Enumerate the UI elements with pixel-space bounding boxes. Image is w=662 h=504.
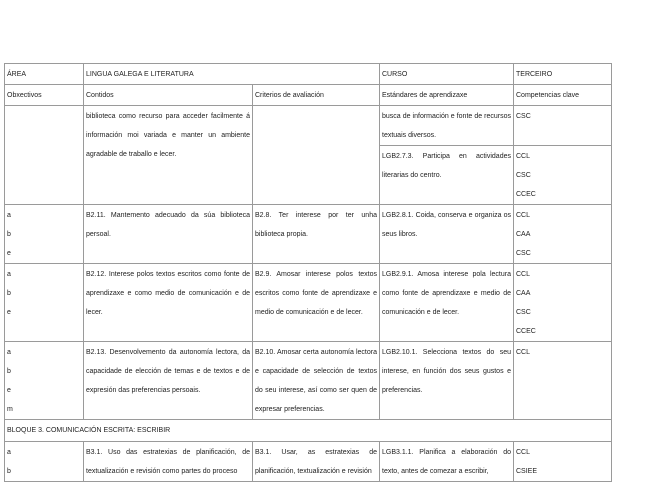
contidos-cell: biblioteca como recurso para acceder facilmente á información moi variada e manter un ambiente agradable de traballo e lecer. [84, 106, 253, 205]
obxectivo-item: e [7, 309, 11, 316]
area-label: ÁREA [5, 64, 84, 85]
curso-label: CURSO [380, 64, 514, 85]
contidos-cell: B2.11. Mantemento adecuado da súa biblioteca persoal. [84, 205, 253, 264]
competencia-item: CSC [516, 113, 531, 120]
obxectivo-item: b [7, 231, 11, 238]
estandares-cell: busca de información e fonte de recursos textuais diversos. [380, 106, 514, 146]
table-row [5, 342, 612, 420]
competencia-item: CCL [516, 349, 531, 356]
estandares-cell: LGB2.10.1. Selecciona textos do seu interese, en función dos seus gustos e preferencias. [380, 342, 514, 420]
competencia-item: CSC [516, 172, 531, 179]
obxectivo-item: a [7, 212, 11, 219]
competencias-cell [514, 146, 612, 205]
contidos-cell: B2.13. Desenvolvemento da autonomía lectora, da capacidade de elección de temas e de textos e de expresión das preferencias persoais. [84, 342, 253, 420]
column-header-criterios: Criterios de avaliación [253, 85, 380, 106]
estandares-cell: LGB2.9.1. Amosa interese pola lectura como fonte de aprendizaxe e medio de comunicación e de lecer. [380, 264, 514, 342]
column-header-competencias: Competencias clave [514, 85, 612, 106]
curriculum-sheet [4, 63, 611, 482]
contidos-cell: B3.1. Uso das estratexias de planificación, de textualización e revisión como partes do proceso [84, 442, 253, 482]
competencias-cell [514, 342, 612, 420]
obxectivo-item: a [7, 349, 11, 356]
column-header-contidos: Contidos [84, 85, 253, 106]
obxectivo-item: e [7, 250, 11, 257]
competencia-item: CAA [516, 231, 531, 238]
estandares-cell: LGB2.8.1. Coida, conserva e organiza os seus libros. [380, 205, 514, 264]
estandares-cell: LGB3.1.1. Planifica a elaboración do texto, antes de comezar a escribir, [380, 442, 514, 482]
header-row [5, 64, 612, 85]
bloque-row [5, 420, 612, 442]
criterios-cell: B2.10. Amosar certa autonomía lectora e capacidade de selección de textos do seu interese, así como ser quen de expresar preferencias. [253, 342, 380, 420]
obxectivo-item: b [7, 368, 11, 375]
table-row [5, 442, 612, 482]
obxectivos-cell [5, 205, 84, 264]
estandares-cell: LGB2.7.3. Participa en actividades literarias do centro. [380, 146, 514, 205]
obxectivos-cell [5, 106, 84, 205]
obxectivo-item: b [7, 290, 11, 297]
curso-value: TERCEIRO [514, 64, 612, 85]
criterios-cell: B3.1. Usar, as estratexias de planificación, textualización e revisión [253, 442, 380, 482]
table-row [5, 264, 612, 342]
competencia-item: CCL [516, 271, 531, 278]
obxectivo-item: a [7, 271, 11, 278]
competencia-item: CCL [516, 153, 531, 160]
competencia-item: CSC [516, 250, 531, 257]
table-row [5, 205, 612, 264]
competencia-item: CAA [516, 290, 531, 297]
area-value: LINGUA GALEGA E LITERATURA [84, 64, 380, 85]
competencia-item: CSC [516, 309, 531, 316]
competencia-item: CCL [516, 212, 531, 219]
competencia-item: CCEC [516, 191, 536, 198]
column-header-estandares: Estándares de aprendizaxe [380, 85, 514, 106]
competencia-item: CCEC [516, 328, 536, 335]
obxectivo-item: e [7, 387, 11, 394]
competencias-cell [514, 106, 612, 146]
obxectivos-cell [5, 442, 84, 482]
obxectivos-cell [5, 342, 84, 420]
column-header-row [5, 85, 612, 106]
criterios-cell: B2.8. Ter interese por ter unha biblioteca propia. [253, 205, 380, 264]
competencias-cell [514, 264, 612, 342]
obxectivo-item: a [7, 449, 11, 456]
contidos-cell: B2.12. Interese polos textos escritos como fonte de aprendizaxe e como medio de comunicación e de lecer. [84, 264, 253, 342]
obxectivo-item: b [7, 468, 11, 475]
table-row [5, 106, 612, 146]
obxectivos-cell [5, 264, 84, 342]
criterios-cell: B2.9. Amosar interese polos textos escritos como fonte de aprendizaxe e medio de comunicación e de lecer. [253, 264, 380, 342]
column-header-obxectivos: Obxectivos [5, 85, 84, 106]
competencias-cell [514, 205, 612, 264]
competencia-item: CCL [516, 449, 531, 456]
competencia-item: CSIEE [516, 468, 538, 475]
bloque-title: BLOQUE 3. COMUNICACIÓN ESCRITA: ESCRIBIR [5, 420, 612, 442]
obxectivo-item: m [7, 406, 13, 413]
competencias-cell [514, 442, 612, 482]
curriculum-table [4, 63, 612, 482]
criterios-cell [253, 106, 380, 205]
